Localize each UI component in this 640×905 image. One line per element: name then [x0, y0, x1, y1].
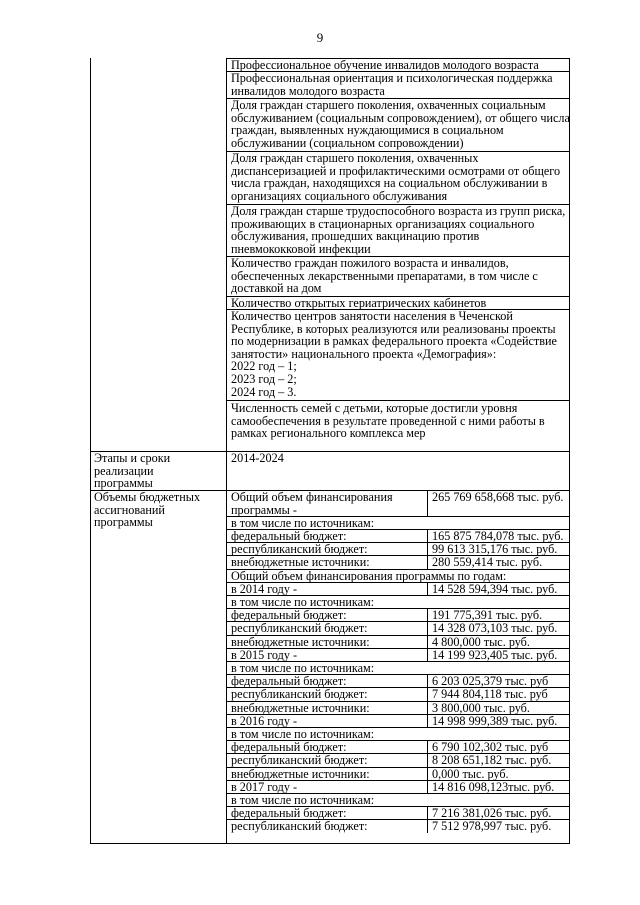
finance-row-label: в 2014 году -: [231, 581, 298, 596]
indicator-text: Доля граждан старше трудоспособного возраста из групп риска, проживающих в стационарных организациях социального обслуживания, прошедших вакцинацию против пневмококковой инфекции: [231, 204, 566, 256]
finance-row: [227, 635, 570, 648]
finance-row-label: в том числе по источникам:: [231, 661, 375, 675]
finance-row-label: в 2016 году -: [231, 713, 298, 728]
indicator-text: Доля граждан старшего поколения, охваченных социальным обслуживанием (социальным сопровождением), от общего числа граждан, выявленных нуждающимися в социальном обслуживании (социальном сопровождении): [231, 98, 570, 150]
finance-row: [227, 687, 570, 700]
finance-row-label: федеральный бюджет:: [231, 806, 347, 821]
finance-row-amount: 7 512 978,997 тыс. руб.: [427, 820, 551, 832]
finance-row: [227, 542, 570, 555]
table-bottom-border: [90, 843, 570, 844]
finance-row-label: внебюджетные источники:: [231, 700, 370, 715]
finance-row-label: в том числе по источникам:: [231, 793, 375, 807]
finance-row-amount: 280 559,414 тыс. руб.: [427, 556, 542, 568]
finance-row: [227, 806, 570, 819]
finance-row: [227, 582, 570, 595]
finance-row-label: республиканский бюджет:: [231, 753, 368, 768]
finance-row-amount: 6 203 025,379 тыс. руб: [427, 675, 548, 687]
finance-row: [227, 753, 570, 766]
finance-row-label: федеральный бюджет:: [231, 740, 347, 755]
finance-row-amount: 265 769 658,668 тыс. руб.: [427, 491, 563, 516]
indicator-text: Количество центров занятости населения в Чеченской Республике, в которых реализуются или реализованы проекты по модернизации в рамках федерального проекта «Содействие занятости» национального проекта «Демография»: 2022 год – 1; 2023 год – 2; 2024 год – 3.: [231, 309, 557, 399]
finance-row: [227, 595, 570, 608]
finance-row-label: в 2015 году -: [231, 647, 298, 662]
stages-label: Этапы и сроки реализации программы: [94, 451, 171, 491]
budget-label: Объемы бюджетных ассигнований программы: [94, 490, 201, 530]
finance-row-label: внебюджетные источники:: [231, 555, 370, 570]
finance-row: [227, 621, 570, 634]
indicator-text: Профессиональное обучение инвалидов молодого возраста: [231, 58, 539, 72]
finance-row: [227, 648, 570, 661]
finance-row-amount: 165 875 784,078 тыс. руб.: [427, 530, 563, 542]
finance-row-label: в том числе по источникам:: [231, 727, 375, 741]
indicator-text: Количество граждан пожилого возраста и инвалидов, обеспеченных лекарственными препаратами, в том числе с доставкой на дом: [231, 256, 538, 296]
finance-row: [227, 819, 570, 832]
finance-row-label: республиканский бюджет:: [231, 621, 368, 636]
indicator-text: Доля граждан старшего поколения, охваченных диспансеризацией и профилактическими осмотрами от общего числа граждан, находящихся на социальном обслуживании в организациях социального обслуживания: [231, 151, 561, 203]
finance-row-label: республиканский бюджет:: [231, 542, 368, 557]
finance-row-amount: 0,000 тыс. руб.: [427, 768, 509, 780]
finance-row-amount: 7 944 804,118 тыс. руб: [427, 688, 548, 700]
finance-row: [227, 569, 570, 582]
finance-row-amount: 8 208 651,182 тыс. руб.: [427, 754, 551, 766]
finance-row-amount: 14 528 594,394 тыс. руб.: [427, 583, 557, 595]
finance-row: [227, 701, 570, 714]
finance-row: [227, 661, 570, 674]
stages-value: 2014-2024: [231, 451, 284, 465]
finance-row-amount: 4 800,000 тыс. руб.: [427, 636, 530, 648]
finance-row-label: Общий объем финансирования программы -: [231, 490, 393, 517]
finance-row-label: в том числе по источникам:: [231, 515, 375, 530]
finance-row-amount: 14 199 923,405 тыс. руб.: [427, 649, 557, 661]
page-number: 9: [316, 30, 324, 45]
indicator-text: Количество открытых гериатрических кабинетов: [231, 296, 487, 310]
finance-row-amount: 7 216 381,026 тыс. руб.: [427, 807, 551, 819]
finance-row: [227, 727, 570, 740]
finance-row-amount: 191 775,391 тыс. руб.: [427, 609, 542, 621]
finance-row: [227, 780, 570, 793]
finance-row-label: федеральный бюджет:: [231, 674, 347, 689]
finance-row-label: в том числе по источникам:: [231, 595, 375, 609]
finance-row-amount: 99 613 315,176 тыс. руб.: [427, 543, 557, 555]
indicator-text: Численность семей с детьми, которые достигли уровня самообеспечения в результате проведенной с ними работы в рамках регионального комплекса мер: [231, 401, 545, 441]
finance-row-label: республиканский бюджет:: [231, 819, 368, 834]
finance-row-label: Общий объем финансирования программы по годам:: [231, 568, 507, 583]
finance-row-label: республиканский бюджет:: [231, 687, 368, 702]
finance-row: [227, 555, 570, 568]
finance-row: [227, 714, 570, 727]
finance-row: [227, 767, 570, 780]
finance-row-label: федеральный бюджет:: [231, 608, 347, 623]
finance-row: [227, 740, 570, 753]
finance-row-label: внебюджетные источники:: [231, 634, 370, 649]
program-passport-table: [90, 58, 570, 844]
finance-row-label: внебюджетные источники:: [231, 766, 370, 781]
finance-row: [227, 529, 570, 542]
finance-row-amount: 14 816 098,123тыс. руб.: [427, 781, 554, 793]
finance-row: [227, 490, 570, 516]
finance-row-amount: 3 800,000 тыс. руб.: [427, 702, 530, 714]
finance-row-amount: 14 998 999,389 тыс. руб.: [427, 715, 557, 727]
finance-row: [227, 608, 570, 621]
finance-row-amount: 14 328 073,103 тыс. руб.: [427, 622, 557, 634]
finance-row: [227, 793, 570, 806]
finance-row-amount: 6 790 102,302 тыс. руб: [427, 741, 548, 753]
finance-row: [227, 674, 570, 687]
finance-row-label: в 2017 году -: [231, 779, 298, 794]
finance-row-label: федеральный бюджет:: [231, 529, 347, 543]
finance-row: [227, 516, 570, 529]
indicator-text: Профессиональная ориентация и психологическая поддержка инвалидов молодого возраста: [231, 71, 553, 98]
